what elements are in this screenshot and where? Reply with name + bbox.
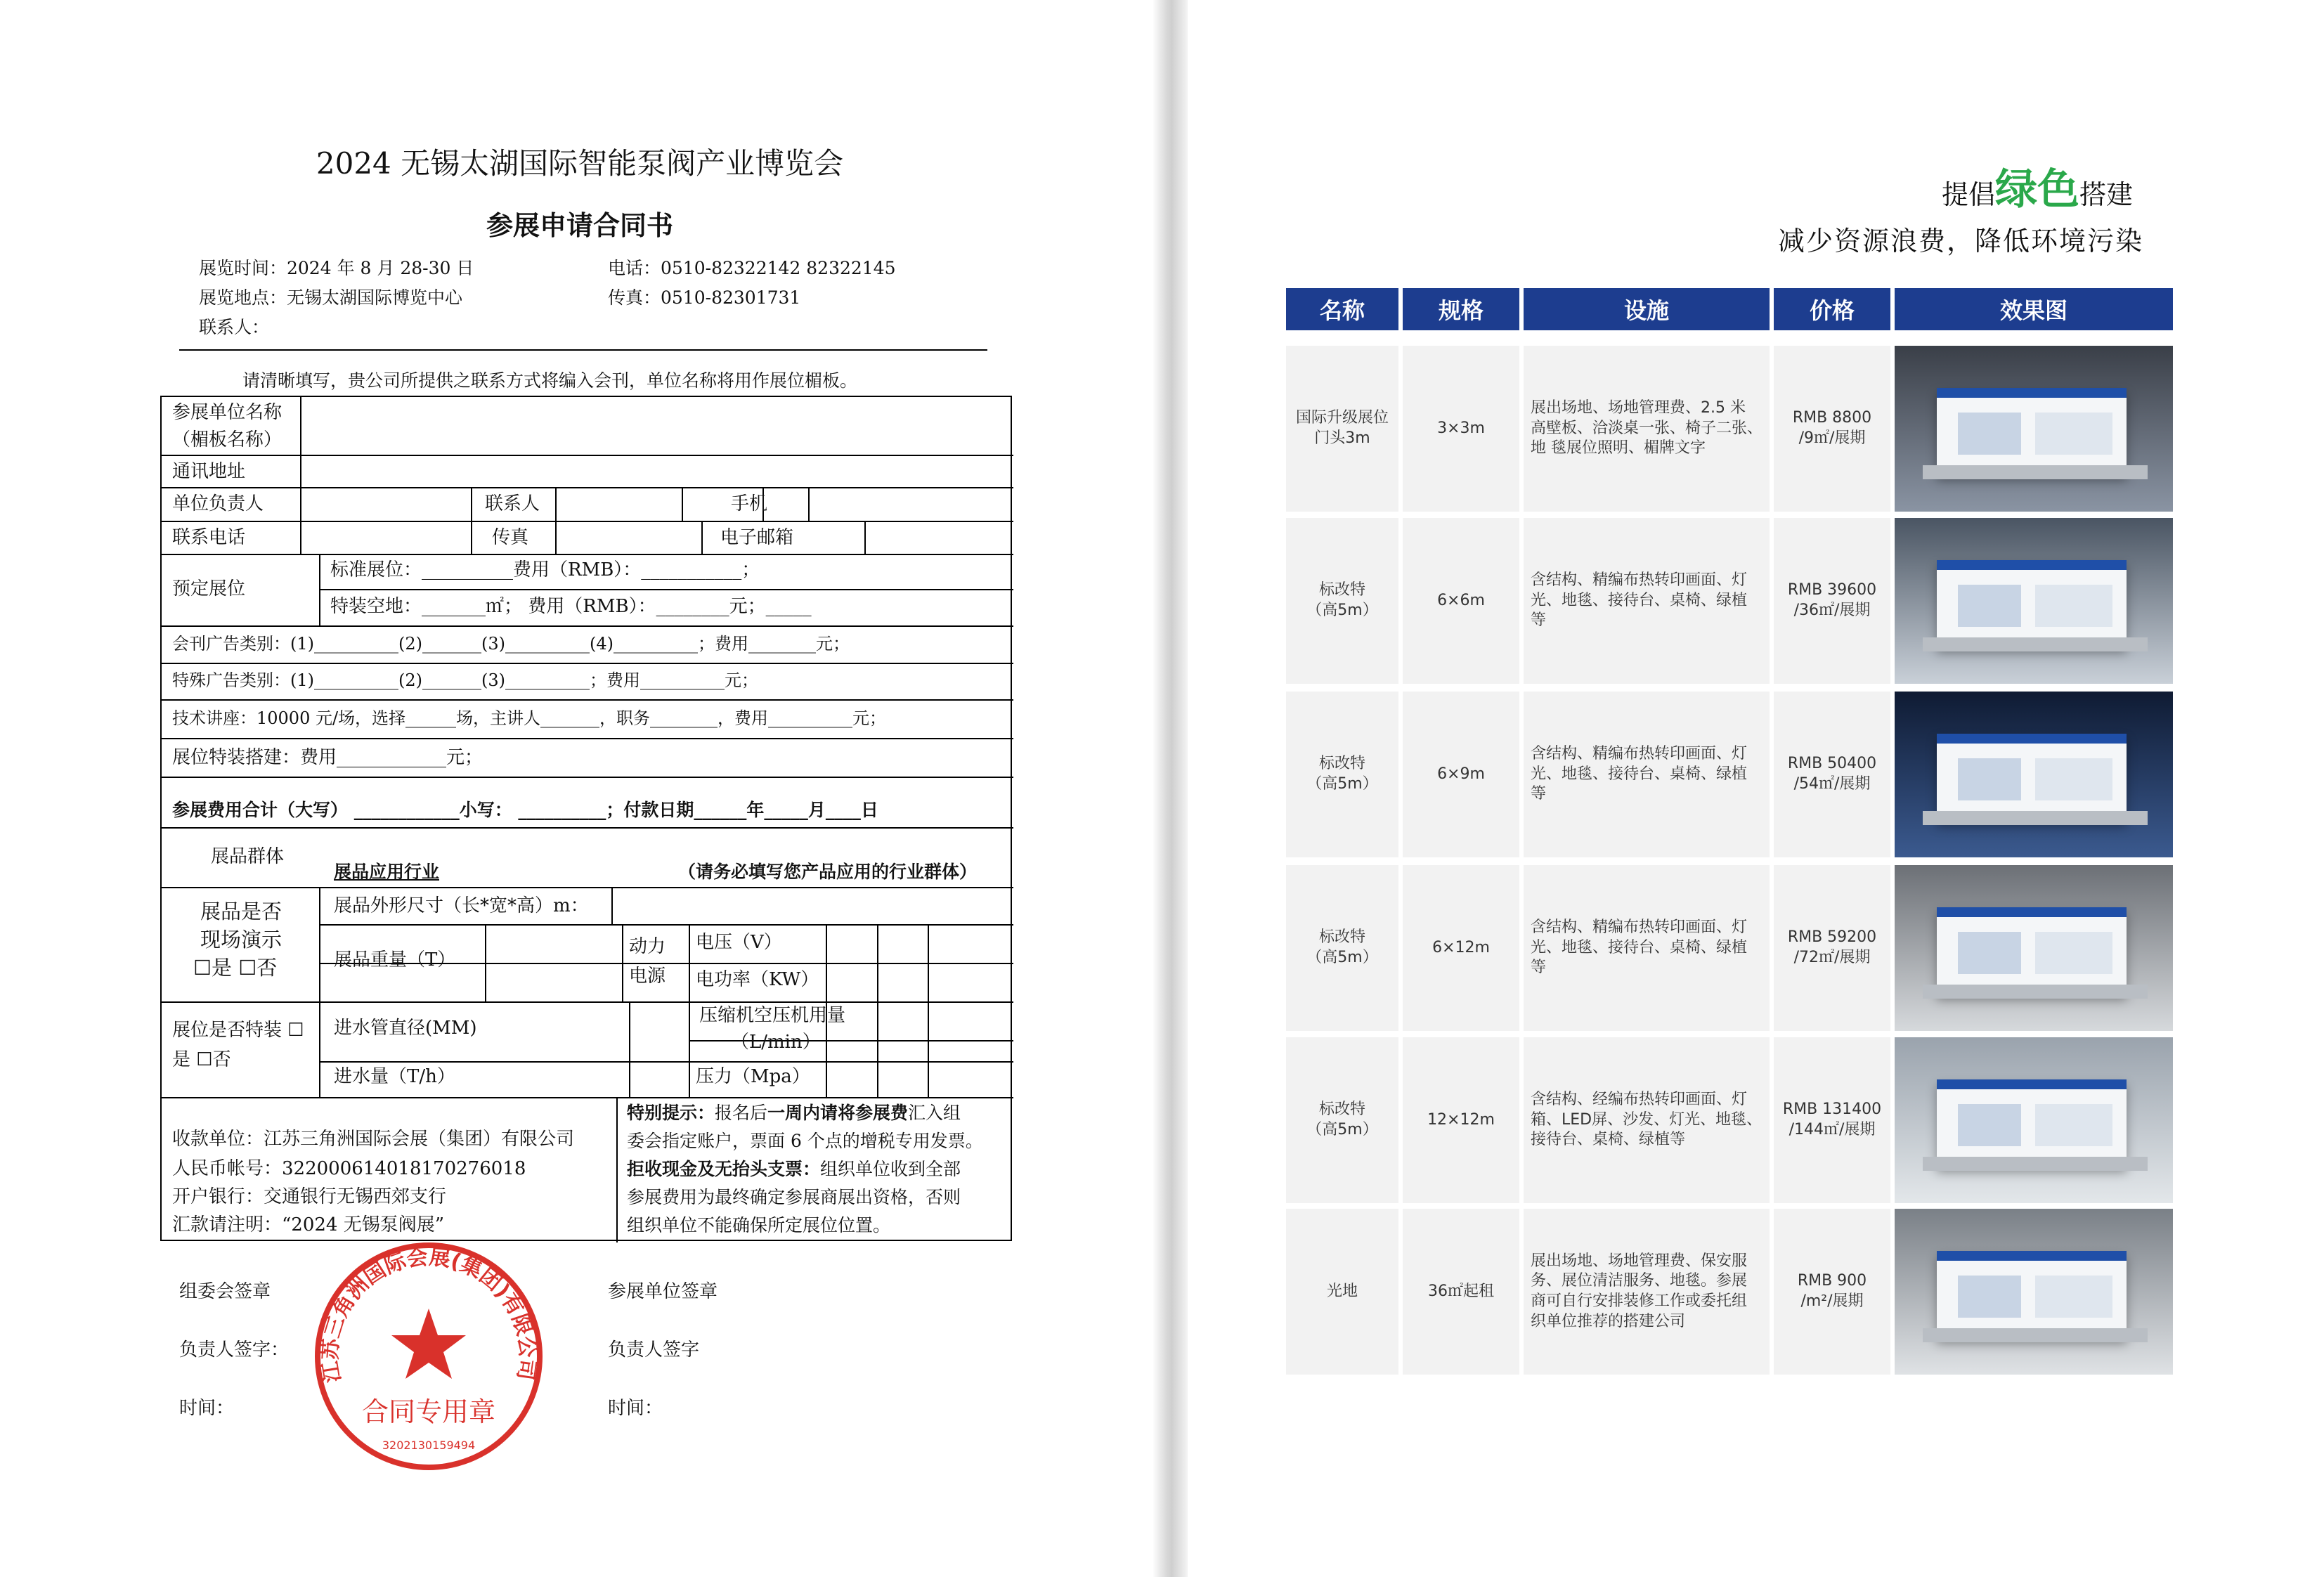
bank: 开户银行：交通银行无锡西郊支行 (172, 1186, 447, 1207)
row-2-price: RMB 39600 /36㎡/展期 (1774, 518, 1890, 684)
company-name-sub: （楣板名称） (172, 429, 283, 450)
expo-title: 2024 无锡太湖国际智能泵阀产业博览会 (316, 146, 844, 181)
tip-line-4: 参展费用为最终确定参展商展出资格，否则 (627, 1187, 961, 1207)
industry-label: 展品应用行业 (334, 862, 440, 882)
tel-label: 联系电话 (172, 527, 246, 548)
header-price: 价格 (1774, 288, 1890, 330)
row-1-spec: 3×3m (1403, 346, 1519, 512)
remark: 汇款请注明：“2024 无锡泵阀展” (172, 1214, 445, 1235)
special-build: 展位特装搭建：费用____________元； (172, 747, 483, 768)
expo-contact: 联系人： (199, 317, 270, 337)
voltage-label: 电压（V） (696, 932, 782, 953)
booth-render-image-3 (1895, 692, 2173, 857)
row-4-spec: 6×12m (1403, 865, 1519, 1031)
power-label-2: 电源 (629, 966, 666, 987)
inlet-label: 进水管直径(MM) (334, 1018, 477, 1039)
contract-title: 参展申请合同书 (486, 209, 673, 241)
exhibitor-time-label: 时间： (608, 1398, 663, 1419)
special-booth-1: 展位是否特装 ☐ (172, 1020, 304, 1041)
tip-line-2: 委会指定账户，票面 6 个点的增税专用发票。 (627, 1131, 983, 1151)
row-4-facility: 含结构、精编布热转印画面、灯 光、地毯、接待台、桌椅、绿植 等 (1524, 865, 1770, 1031)
payee: 收款单位：江苏三角洲国际会展（集团）有限公司 (172, 1129, 575, 1150)
kw-label: 电功率（KW） (696, 969, 819, 990)
organizer-time-label: 时间： (179, 1398, 235, 1419)
row-5-facility: 含结构、经编布热转印画面、灯 箱、LED屏、沙发、灯光、地毯、 接待台、桌椅、绿植等 (1524, 1037, 1770, 1203)
tip-line-1: 特别提示：报名后一周内请将参展费汇入组 (627, 1103, 961, 1123)
organizer-seal-label: 组委会签章 (179, 1281, 271, 1302)
booth-render-image-2 (1895, 518, 2173, 684)
header-image: 效果图 (1895, 288, 2173, 330)
booking-label: 预定展位 (172, 578, 246, 599)
header-facility: 设施 (1524, 288, 1770, 330)
size-label: 展品外形尺寸（长*宽*高）m： (334, 895, 589, 916)
slogan-line-1: 提倡绿色搭建 (1942, 165, 2134, 214)
stamp-ring-text: 江苏三角洲国际会展(集团)有限公司 (318, 1245, 540, 1384)
mobile-label: 手机 (731, 493, 768, 514)
row-6-facility: 展出场地、场地管理费、保安服 务、展位清洁服务、地毯。参展 商可自行安排装修工作或委托组 织单位推荐的搭建公司 (1524, 1209, 1770, 1375)
row-5-spec: 12×12m (1403, 1037, 1519, 1203)
contact-label: 联系人 (485, 493, 540, 514)
row-6-price: RMB 900 /m²/展期 (1774, 1209, 1890, 1375)
row-6-name: 光地 (1286, 1209, 1398, 1375)
weight-label: 展品重量（T） (334, 949, 456, 971)
air-label-1: 压缩机空压机用量 (699, 1005, 846, 1026)
leader-label: 单位负责人 (172, 493, 264, 514)
tip-line-3: 拒收现金及无抬头支票：组织单位收到全部 (627, 1159, 961, 1179)
group-label: 展品群体 (211, 846, 285, 867)
special-booth-2: 是 ☐否 (172, 1049, 231, 1070)
row-2-spec: 6×6m (1403, 518, 1519, 684)
catalog-ad: 会刊广告类别：(1)__________(2)_______(3)__________(4)__________；费用________元； (172, 634, 850, 654)
email-label: 电子邮箱 (720, 527, 794, 548)
row-3-price: RMB 50400 /54㎡/展期 (1774, 692, 1890, 857)
row-3-name: 标改特 （高5m） (1286, 692, 1398, 857)
seminar: 技术讲座：10000 元/场，选择______场，主讲人_______，职务________，费用__________元； (172, 708, 887, 728)
company-name-label: 参展单位名称 (172, 402, 283, 423)
demo-label-1: 展品是否 (200, 900, 283, 923)
row-4-name: 标改特 （高5m） (1286, 865, 1398, 1031)
star-icon (391, 1309, 466, 1379)
booth-render-image-6 (1895, 1209, 2173, 1375)
stamp-number: 3202130159494 (382, 1439, 476, 1452)
row-2-name: 标改特 （高5m） (1286, 518, 1398, 684)
row-3-facility: 含结构、精编布热转印画面、灯 光、地毯、接待台、桌椅、绿植 等 (1524, 692, 1770, 857)
special-ad: 特殊广告类别：(1)__________(2)_______(3)__________；费用__________元； (172, 670, 758, 690)
power-label-1: 动力 (629, 936, 666, 957)
slogan-line-2: 减少资源浪费，降低环境污染 (1778, 226, 2144, 257)
fill-note: 请清晰填写，贵公司所提供之联系方式将编入会刊，单位名称将用作展位楣板。 (242, 370, 858, 391)
divider (179, 349, 987, 351)
header-name: 名称 (1286, 288, 1398, 330)
exhibitor-signer-label: 负责人签字 (608, 1339, 700, 1361)
pressure-label: 压力（Mpa） (696, 1066, 810, 1087)
organizer-signer-label: 负责人签字： (179, 1339, 290, 1361)
row-5-name: 标改特 （高5m） (1286, 1037, 1398, 1203)
row-6-spec: 36㎡起租 (1403, 1209, 1519, 1375)
row-3-spec: 6×9m (1403, 692, 1519, 857)
demo-options: ☐是 ☐否 (193, 956, 278, 980)
account: 人民币帐号：322000614018170276018 (172, 1158, 526, 1179)
expo-phone: 电话：0510-82322142 82322145 (608, 258, 896, 278)
contract-seal-stamp (309, 1237, 548, 1476)
exhibitor-seal-label: 参展单位签章 (608, 1281, 718, 1302)
row-1-price: RMB 8800 /9㎡/展期 (1774, 346, 1890, 512)
flow-label: 进水量（T/h） (334, 1066, 455, 1087)
expo-venue: 展览地点：无锡太湖国际博览中心 (199, 287, 463, 308)
demo-label-2: 现场演示 (200, 928, 283, 952)
standard-booth: 标准展位：__________费用（RMB）：___________； (330, 559, 760, 580)
application-form (160, 396, 1012, 1241)
fax-label: 传真 (492, 527, 529, 548)
row-4-price: RMB 59200 /72㎡/展期 (1774, 865, 1890, 1031)
header-spec: 规格 (1403, 288, 1519, 330)
left-page (0, 0, 1160, 1577)
right-page (1188, 0, 2324, 1577)
row-1-name: 国际升级展位 门头3m (1286, 346, 1398, 512)
address-label: 通讯地址 (172, 461, 246, 482)
raw-space: 特装空地：_______㎡； 费用（RMB）：________元；_____ (330, 596, 812, 617)
booth-render-image-5 (1895, 1037, 2173, 1203)
expo-fax: 传真：0510-82301731 (608, 287, 801, 308)
expo-date: 展览时间：2024 年 8 月 28-30 日 (199, 258, 474, 278)
row-5-price: RMB 131400 /144㎡/展期 (1774, 1037, 1890, 1203)
total-fee: 参展费用合计（大写） ____________小写： __________；付款日期______年_____月____日 (172, 800, 878, 820)
booth-render-image-1 (1895, 346, 2173, 512)
industry-note: （请务必填写您产品应用的行业群体） (678, 862, 978, 882)
row-1-facility: 展出场地、场地管理费、2.5 米 高壁板、洽淡桌一张、椅子二张、 地 毯展位照明、楣牌文字 (1524, 346, 1770, 512)
booth-render-image-4 (1895, 865, 2173, 1031)
stamp-center-text: 合同专用章 (361, 1396, 496, 1427)
tip-line-5: 组织单位不能确保所定展位位置。 (627, 1215, 891, 1235)
air-label-2: （L/min） (731, 1032, 821, 1053)
row-2-facility: 含结构、精编布热转印画面、灯 光、地毯、接待台、桌椅、绿植 等 (1524, 518, 1770, 684)
page-gutter (1153, 0, 1188, 1577)
